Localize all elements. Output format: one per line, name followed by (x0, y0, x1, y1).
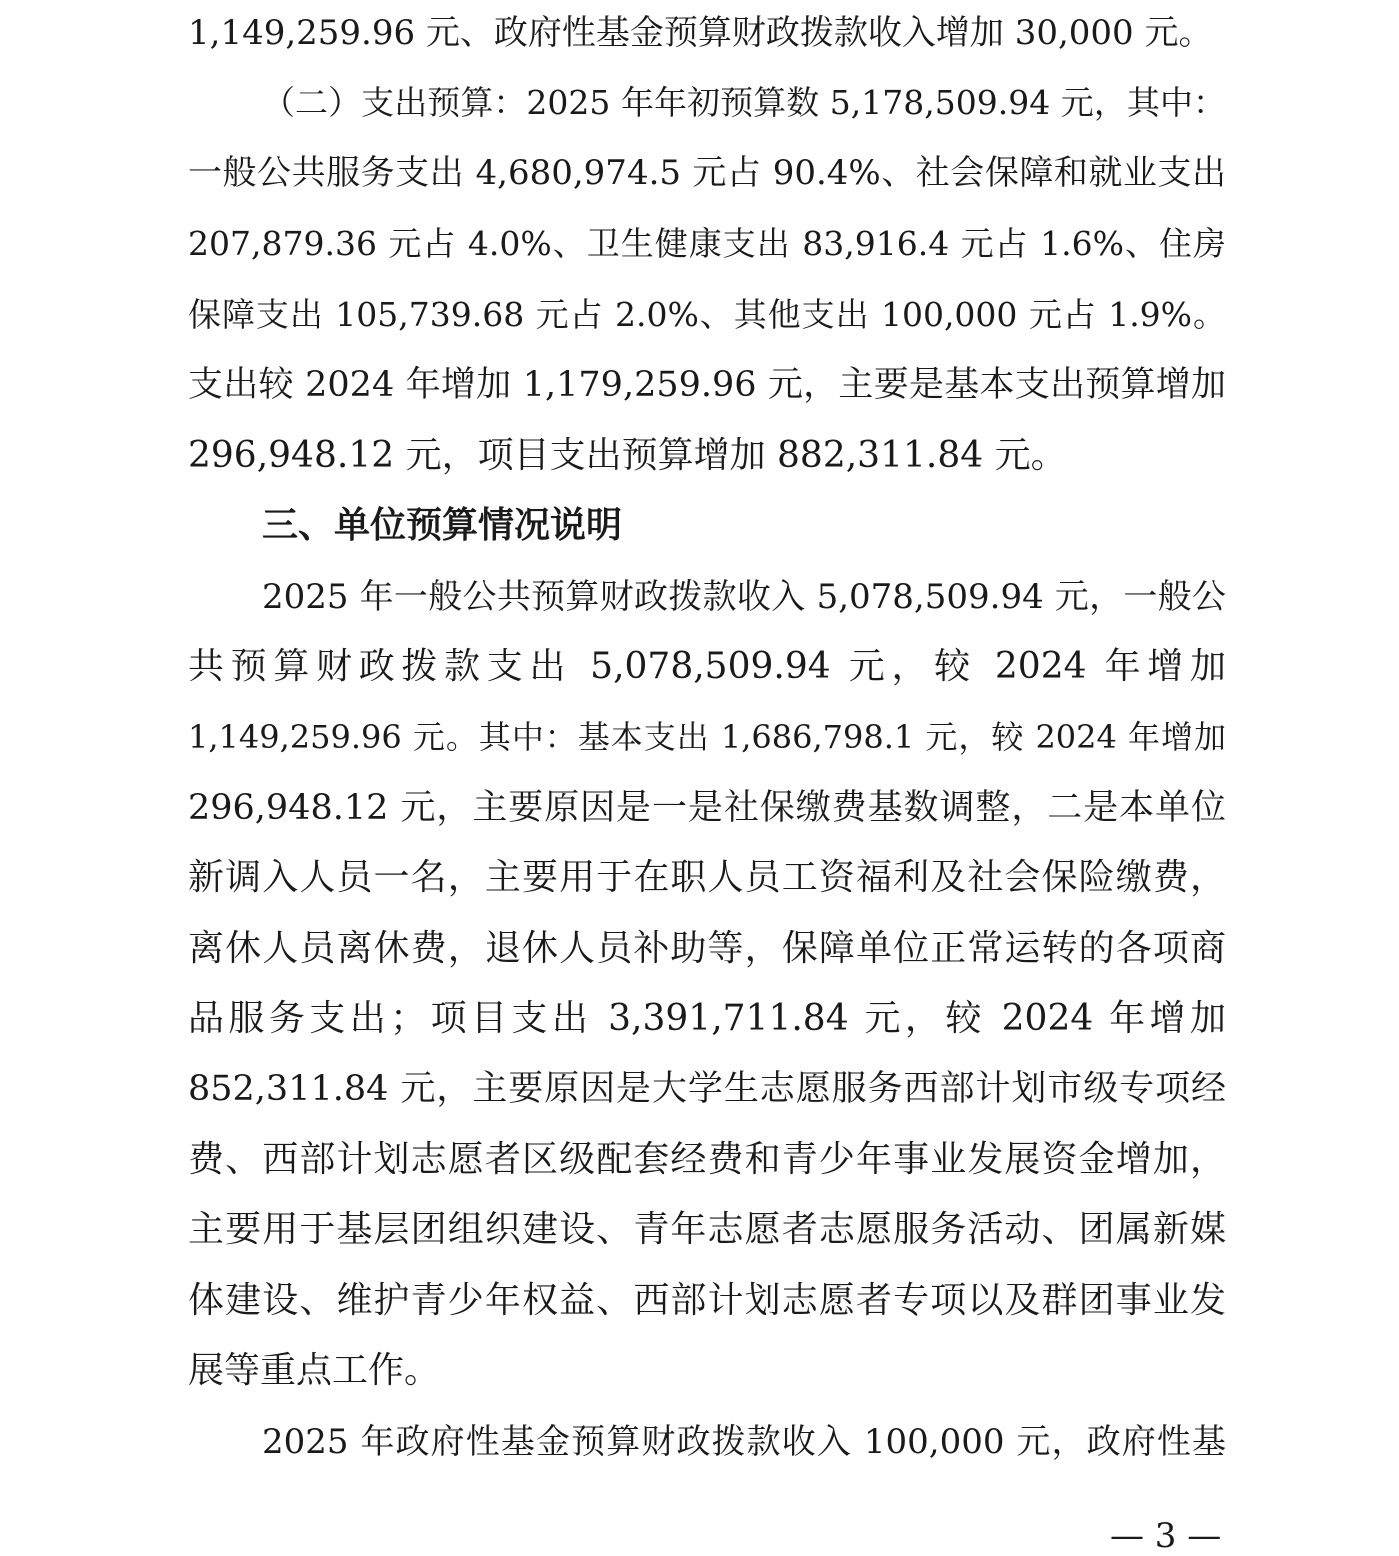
text-line-12: 296,948.12 元，主要原因是一是社保缴费基数调整，二是本单位 (188, 788, 1226, 828)
section-heading: 三、单位预算情况说明 (262, 505, 623, 546)
text-line-11: 1,149,259.96 元。其中：基本支出 1,686,798.1 元，较 2024 年增加 (188, 718, 1226, 756)
text-line-10: 共预算财政拨款支出 5,078,509.94 元，较 2024 年增加 (188, 646, 1226, 687)
text-line-7: 296,948.12 元，项目支出预算增加 882,311.84 元。 (188, 435, 1067, 476)
text-line-16: 852,311.84 元，主要原因是大学生志愿服务西部计划市级专项经 (188, 1069, 1226, 1109)
text-line-9: 2025 年一般公共预算财政拨款收入 5,078,509.94 元，一般公 (262, 577, 1226, 617)
text-line-6: 支出较 2024 年增加 1,179,259.96 元，主要是基本支出预算增加 (188, 365, 1226, 405)
text-line-20: 展等重点工作。 (188, 1350, 441, 1391)
text-line-1: 1,149,259.96 元、政府性基金预算财政拨款收入增加 30,000 元。 (188, 13, 1213, 53)
text-line-4: 207,879.36 元占 4.0%、卫生健康支出 83,916.4 元占 1.6%、住房 (188, 224, 1226, 263)
text-line-17: 费、西部计划志愿者区级配套经费和青少年事业发展资金增加， (188, 1139, 1226, 1180)
page-number: — 3 — (1110, 1516, 1222, 1556)
text-line-2: （二）支出预算：2025 年年初预算数 5,178,509.94 元，其中： (262, 83, 1226, 122)
text-line-5: 保障支出 105,739.68 元占 2.0%、其他支出 100,000 元占 1.9%。 (188, 295, 1226, 334)
text-line-14: 离休人员离休费，退休人员补助等，保障单位正常运转的各项商 (188, 928, 1226, 969)
text-line-13: 新调入人员一名，主要用于在职人员工资福利及社会保险缴费， (188, 857, 1226, 898)
text-line-21: 2025 年政府性基金预算财政拨款收入 100,000 元，政府性基 (262, 1422, 1226, 1462)
text-line-19: 体建设、维护青少年权益、西部计划志愿者专项以及群团事业发 (188, 1280, 1226, 1321)
text-line-18: 主要用于基层团组织建设、青年志愿者志愿服务活动、团属新媒 (188, 1209, 1226, 1250)
text-line-3: 一般公共服务支出 4,680,974.5 元占 90.4%、社会保障和就业支出 (188, 153, 1226, 193)
text-line-15: 品服务支出；项目支出 3,391,711.84 元，较 2024 年增加 (188, 998, 1226, 1039)
